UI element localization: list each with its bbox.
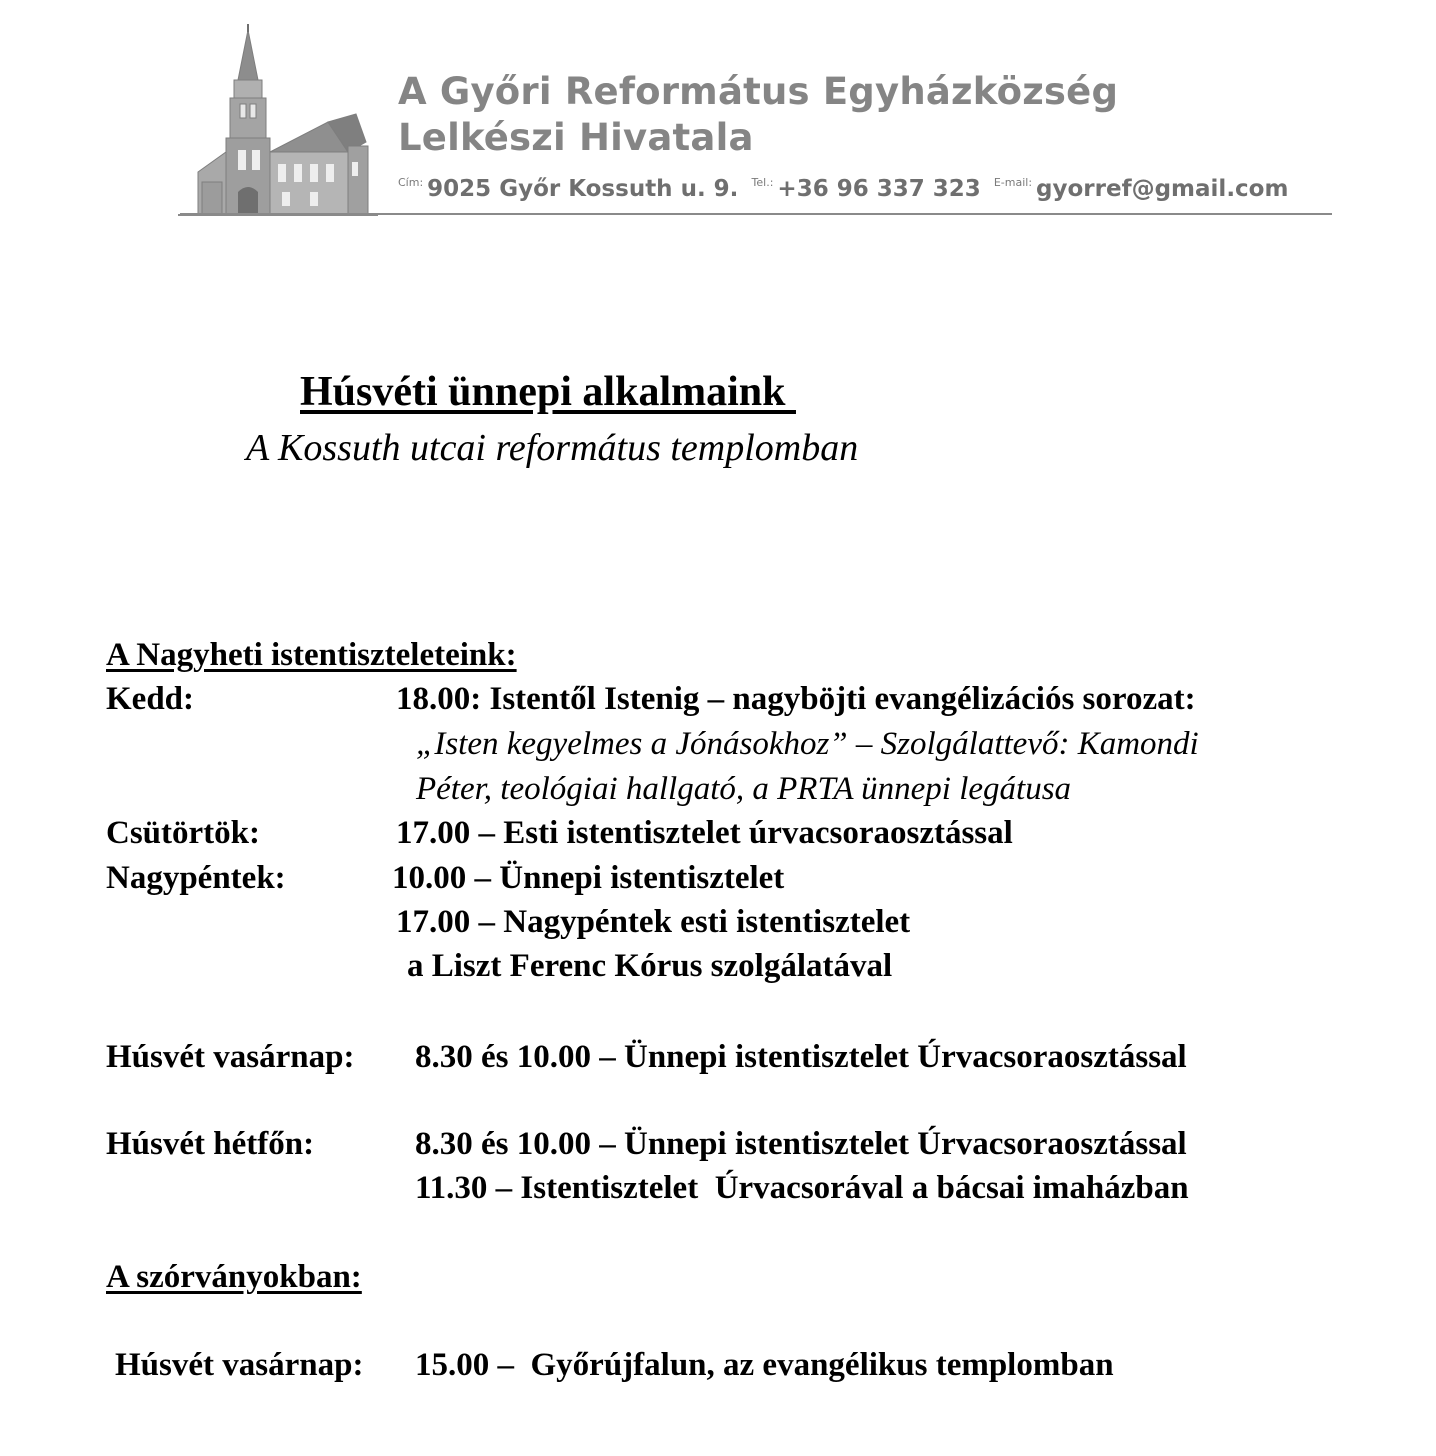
office-name: Lelkészi Hivatala — [398, 116, 754, 159]
good-friday-event-2: 17.00 – Nagypéntek esti istentisztelet — [396, 904, 911, 940]
holy-week-heading: A Nagyheti istentiszteleteink: — [106, 637, 517, 673]
address-label: Cím: — [398, 176, 424, 189]
easter-sunday-label: Húsvét vasárnap: — [106, 1039, 355, 1075]
easter-monday-event-2: 11.30 – Istentisztelet Úrvacsorával a bácsai imaházban — [415, 1170, 1189, 1206]
tuesday-label: Kedd: — [106, 681, 195, 717]
good-friday-event-2-detail: a Liszt Ferenc Kórus szolgálatával — [407, 948, 893, 984]
address-value: 9025 Győr Kossuth u. 9. — [427, 176, 739, 202]
thursday-event: 17.00 – Esti istentisztelet úrvacsoraosztással — [396, 815, 1013, 851]
email-label: E-mail: — [993, 176, 1033, 189]
tuesday-detail-line2: Péter, teológiai hallgató, a PRTA ünnepi legátusa — [416, 771, 1072, 807]
tuesday-event: 18.00: Istentől Istenig – nagyböjti evangélizációs sorozat: — [396, 681, 1196, 717]
contact-line — [398, 176, 1296, 202]
organization-name: A Győri Református Egyházközség — [398, 70, 1119, 113]
letterhead-divider — [180, 213, 1332, 215]
thursday-label: Csütörtök: — [106, 815, 260, 851]
document-subtitle: A Kossuth utcai református templomban — [246, 427, 859, 469]
phone-value: +36 96 337 323 — [777, 176, 981, 202]
tuesday-detail-line1: „Isten kegyelmes a Jónásokhoz” – Szolgálattevő: Kamondi — [416, 726, 1199, 762]
email-value: gyorref@gmail.com — [1036, 176, 1289, 202]
easter-monday-event-1: 8.30 és 10.00 – Ünnepi istentisztelet Úrvacsoraosztással — [415, 1126, 1187, 1162]
easter-sunday-event: 8.30 és 10.00 – Ünnepi istentisztelet Úrvacsoraosztással — [415, 1039, 1187, 1075]
good-friday-event-1: 10.00 – Ünnepi istentisztelet — [392, 860, 785, 896]
good-friday-label: Nagypéntek: — [106, 860, 286, 896]
easter-monday-label: Húsvét hétfőn: — [106, 1126, 315, 1162]
phone-label: Tel.: — [751, 176, 774, 189]
diaspora-heading: A szórványokban: — [106, 1259, 362, 1295]
church-logo — [178, 22, 378, 218]
diaspora-event: 15.00 – Győrújfalun, az evangélikus templomban — [415, 1347, 1114, 1383]
document-title: Húsvéti ünnepi alkalmaink — [300, 369, 796, 415]
diaspora-day-label: Húsvét vasárnap: — [115, 1347, 364, 1383]
